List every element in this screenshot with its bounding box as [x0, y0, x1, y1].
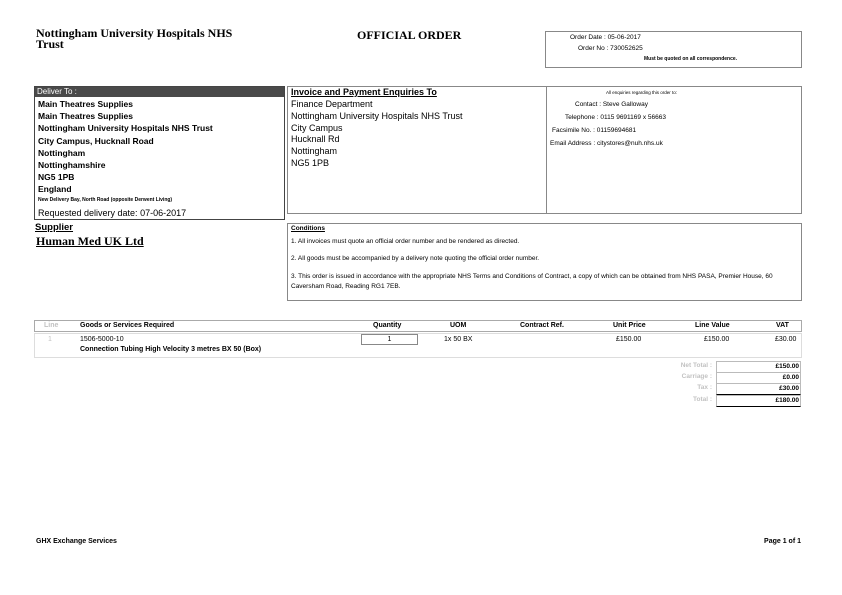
- requested-delivery-date: Requested delivery date: 07-06-2017: [38, 208, 187, 218]
- deliver-line: Main Theatres Supplies: [38, 111, 133, 122]
- deliver-line: Nottinghamshire: [38, 160, 106, 171]
- row-code: 1506-5000-10: [80, 336, 124, 343]
- invoice-line: NG5 1PB: [291, 157, 330, 168]
- row-unit-price: £150.00: [616, 336, 642, 343]
- delivery-note: New Delivery Bay, North Road (opposite Derwent Living): [38, 197, 173, 203]
- deliver-address: [38, 98, 213, 196]
- net-total-value: £150.00: [716, 361, 801, 373]
- tax-value: £30.00: [716, 383, 801, 395]
- contact-fax: Facsimile No. : 01159694681: [552, 127, 637, 134]
- footer-left: GHX Exchange Services: [36, 538, 117, 545]
- supplier-name: Human Med UK Ltd: [36, 234, 144, 248]
- col-contract-header: Contract Ref.: [520, 322, 564, 329]
- deliver-to-heading: Deliver To :: [35, 87, 284, 97]
- invoice-line: Finance Department: [291, 99, 373, 109]
- carriage-value: £0.00: [716, 372, 801, 384]
- row-vat: £30.00: [775, 336, 797, 343]
- contact-email: Email Address : citystores@nuh.nhs.uk: [550, 140, 663, 147]
- row-line: 1: [48, 336, 52, 343]
- col-unit-price-header: Unit Price: [613, 322, 646, 329]
- enquiries-heading: All enquiries regarding this order to:: [606, 90, 678, 95]
- invoice-line: City Campus: [291, 122, 343, 133]
- condition-3: 3. This order is issued in accordance with the appropriate NHS Terms and Conditions of Contract, a copy of which can be obtained from NHS PASA, Premier House, 60 Caversham Road, Reading RG1 7EB.: [291, 273, 773, 290]
- col-quantity-header: Quantity: [373, 322, 402, 329]
- deliver-line: Nottingham: [38, 147, 86, 158]
- deliver-line: Nottingham University Hospitals NHS Trust: [38, 123, 213, 134]
- divider: [546, 87, 547, 213]
- conditions-box: [287, 223, 802, 301]
- row-uom: 1x 50 BX: [444, 336, 473, 343]
- carriage-label: Carriage :: [681, 373, 712, 380]
- deliver-line: Main Theatres Supplies: [38, 99, 133, 109]
- col-vat-header: VAT: [776, 322, 789, 329]
- col-goods-header: Goods or Services Required: [80, 322, 175, 329]
- invoice-box: [287, 86, 802, 214]
- invoice-heading: Invoice and Payment Enquiries To: [291, 87, 437, 97]
- document-title: OFFICIAL ORDER: [357, 28, 462, 42]
- tax-label: Tax :: [697, 384, 712, 391]
- col-line-header: Line: [44, 322, 59, 329]
- order-date: Order Date : 05-06-2017: [570, 34, 641, 41]
- total-label: Total :: [692, 396, 712, 403]
- net-total-label: Net Total :: [680, 362, 712, 369]
- page-number: Page 1 of 1: [764, 538, 801, 545]
- deliver-line: England: [38, 184, 72, 195]
- order-info-box: [545, 31, 802, 68]
- row-quantity: 1: [361, 334, 418, 345]
- invoice-address: [291, 99, 463, 170]
- contact-name: Contact : Steve Galloway: [575, 101, 648, 108]
- deliver-line: City Campus, Hucknall Road: [38, 135, 154, 146]
- row-line-value: £150.00: [704, 336, 730, 343]
- conditions-heading: Conditions: [291, 225, 325, 232]
- condition-1: 1. All invoices must quote an official order number and be rendered as directed.: [291, 238, 520, 245]
- invoice-line: Nottingham University Hospitals NHS Trust: [291, 110, 463, 121]
- total-value: £180.00: [716, 395, 801, 407]
- invoice-line: Nottingham: [291, 146, 338, 157]
- invoice-line: Hucknall Rd: [291, 134, 340, 145]
- contact-telephone: Telephone : 0115 9691169 x 56663: [565, 114, 666, 121]
- condition-2: 2. All goods must be accompanied by a delivery note quoting the official order number.: [291, 255, 540, 262]
- quote-note: Must be quoted on all correspondence.: [644, 56, 738, 62]
- order-number: Order No : 730052625: [578, 45, 643, 52]
- row-description: Connection Tubing High Velocity 3 metres BX 50 (Box): [80, 346, 262, 353]
- deliver-line: NG5 1PB: [38, 172, 75, 183]
- col-line-value-header: Line Value: [695, 322, 730, 329]
- col-uom-header: UOM: [450, 322, 467, 329]
- supplier-heading: Supplier: [35, 222, 74, 233]
- organisation-name: Nottingham University Hospitals NHS Trust: [36, 26, 233, 51]
- deliver-to-box: [34, 86, 285, 220]
